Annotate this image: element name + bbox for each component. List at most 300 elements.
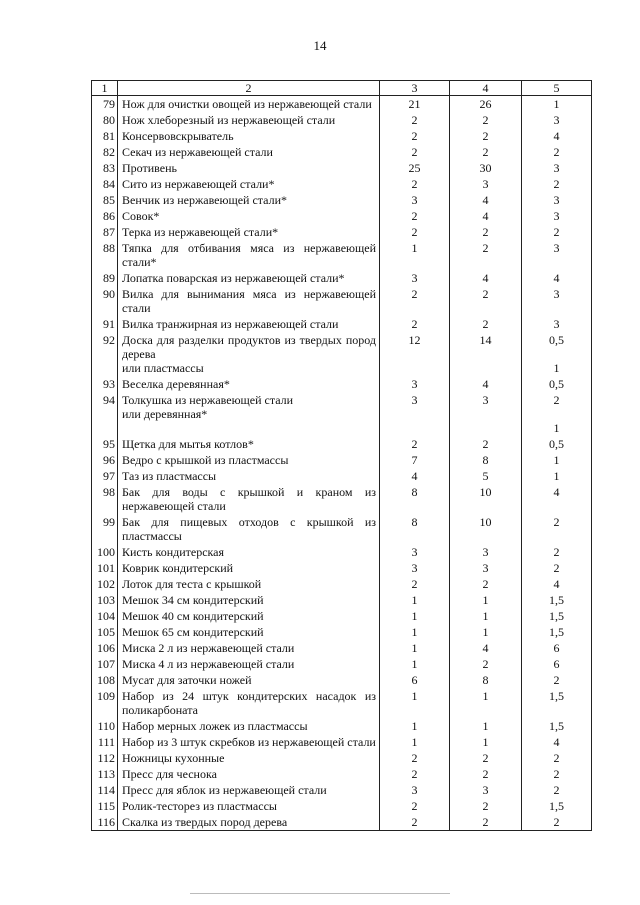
table-row xyxy=(92,718,592,734)
row-col3-value-text: 2 xyxy=(411,129,418,143)
row-number-text: 108 xyxy=(97,673,115,687)
row-name xyxy=(118,656,380,672)
row-number-text: 83 xyxy=(103,161,115,175)
row-col5-value-text: 1,5 xyxy=(549,625,564,639)
row-number xyxy=(92,750,118,766)
row-name-text: Нож хлеборезный из нержавеющей стали xyxy=(122,113,336,127)
row-col4-value-text: 2 xyxy=(482,815,489,829)
row-col5-value-text: 0,5 xyxy=(549,377,564,391)
row-name xyxy=(118,128,380,144)
row-name-text: Набор мерных ложек из пластмассы xyxy=(122,719,308,733)
row-col4-value xyxy=(450,192,522,208)
row-number xyxy=(92,766,118,782)
row-col3-value xyxy=(380,544,450,560)
row-col3-value xyxy=(380,224,450,240)
row-name xyxy=(118,270,380,286)
row-col4-value-text: 1 xyxy=(482,593,489,607)
row-col5-value-text: 3 xyxy=(553,193,560,207)
row-col5-value-text: 4 xyxy=(553,271,560,285)
header-col-4: 4 xyxy=(450,81,522,96)
row-col4-value-text: 2 xyxy=(482,751,489,765)
row-col4-value-text: 3 xyxy=(482,393,489,407)
row-col3-value-text: 2 xyxy=(411,287,418,301)
row-col3-value-text: 2 xyxy=(411,177,418,191)
row-name xyxy=(118,544,380,560)
row-col4-value xyxy=(450,814,522,831)
table-row xyxy=(92,392,592,436)
row-col4-value-text: 1 xyxy=(482,609,489,623)
row-name-text: Толкушка из нержавеющей стали xyxy=(122,393,294,407)
row-number-text: 81 xyxy=(103,129,115,143)
row-col3-value xyxy=(380,332,450,376)
row-number-text: 113 xyxy=(97,767,115,781)
table-row xyxy=(92,782,592,798)
row-col4-value xyxy=(450,112,522,128)
row-name xyxy=(118,176,380,192)
table-row xyxy=(92,514,592,544)
row-name xyxy=(118,484,380,514)
row-number xyxy=(92,734,118,750)
row-name xyxy=(118,576,380,592)
row-name-text: Ножницы кухонные xyxy=(122,751,225,765)
row-name-text: Веселка деревянная* xyxy=(122,377,230,391)
table-row xyxy=(92,750,592,766)
row-col3-value xyxy=(380,814,450,831)
row-name xyxy=(118,592,380,608)
row-col3-value-text: 1 xyxy=(411,735,418,749)
row-col3-value xyxy=(380,160,450,176)
row-number xyxy=(92,452,118,468)
row-name xyxy=(118,392,380,436)
row-col5-value-text: 4 xyxy=(553,735,560,749)
row-col4-value-text: 5 xyxy=(482,469,489,483)
row-col3-value-text: 1 xyxy=(411,641,418,655)
row-col3-value xyxy=(380,176,450,192)
row-col4-value-text: 8 xyxy=(482,673,489,687)
row-col4-value xyxy=(450,672,522,688)
table-row xyxy=(92,160,592,176)
row-name-text: Противень xyxy=(122,161,177,175)
row-col3-value xyxy=(380,688,450,718)
row-name-text: Тяпка для отбивания мяса из нержавеющей стали* xyxy=(122,241,376,269)
row-col5-value xyxy=(522,316,592,332)
row-col3-value xyxy=(380,560,450,576)
row-name-text: Набор из 24 штук кондитерских насадок из поликарбоната xyxy=(122,689,376,717)
row-name xyxy=(118,160,380,176)
row-col5-value-text: 1 xyxy=(553,97,560,111)
row-col3-value-text: 12 xyxy=(408,333,421,347)
row-number xyxy=(92,240,118,270)
row-col5-value xyxy=(522,112,592,128)
row-name-text: Коврик кондитерский xyxy=(122,561,234,575)
row-name-continuation: или пластмассы xyxy=(122,361,204,375)
row-col3-value xyxy=(380,112,450,128)
row-col4-value-text: 2 xyxy=(482,241,489,255)
row-number-text: 107 xyxy=(97,657,115,671)
row-col3-value-text: 7 xyxy=(411,453,418,467)
table-row xyxy=(92,270,592,286)
row-name-text: Лоток для теста с крышкой xyxy=(122,577,262,591)
row-col3-value-text: 1 xyxy=(411,689,418,703)
table-row xyxy=(92,484,592,514)
table-row xyxy=(92,798,592,814)
row-col5-value-text: 3 xyxy=(553,209,560,223)
spacer xyxy=(525,347,588,361)
row-number-text: 85 xyxy=(103,193,115,207)
row-col4-value xyxy=(450,576,522,592)
row-col5-value xyxy=(522,750,592,766)
row-number-text: 110 xyxy=(97,719,115,733)
row-number-text: 102 xyxy=(97,577,115,591)
row-col5-value-text: 2 xyxy=(553,393,560,407)
row-col3-value-text: 25 xyxy=(408,161,421,175)
row-number xyxy=(92,814,118,831)
row-col5-value xyxy=(522,672,592,688)
row-name xyxy=(118,782,380,798)
row-name-text: Бак для пищевых отходов с крышкой из пластмассы xyxy=(122,515,376,543)
row-col3-value xyxy=(380,734,450,750)
row-number xyxy=(92,316,118,332)
page-number: 14 xyxy=(313,38,327,53)
row-name xyxy=(118,766,380,782)
row-col5-value xyxy=(522,224,592,240)
row-col3-value xyxy=(380,608,450,624)
row-col5-value-text: 4 xyxy=(553,577,560,591)
row-name xyxy=(118,468,380,484)
row-name xyxy=(118,814,380,831)
row-col5-value xyxy=(522,468,592,484)
table-body xyxy=(92,96,592,831)
row-col5-value xyxy=(522,782,592,798)
row-col4-value xyxy=(450,332,522,376)
row-name-text: Таз из пластмассы xyxy=(122,469,217,483)
row-col5-value-text: 4 xyxy=(553,129,560,143)
row-col3-value-text: 2 xyxy=(411,209,418,223)
table-row xyxy=(92,286,592,316)
row-col3-value xyxy=(380,468,450,484)
row-name-text: Вилка для вынимания мяса из нержавеющей стали xyxy=(122,287,376,315)
table-row xyxy=(92,656,592,672)
row-col3-value xyxy=(380,376,450,392)
row-col4-value-text: 2 xyxy=(482,657,489,671)
row-col3-value-text: 21 xyxy=(408,97,421,111)
header-col-2: 2 xyxy=(118,81,380,96)
row-col5-value-text: 2 xyxy=(553,545,560,559)
row-number-text: 88 xyxy=(103,241,115,255)
row-col3-value-text: 8 xyxy=(411,485,418,499)
table-row xyxy=(92,576,592,592)
row-number xyxy=(92,436,118,452)
row-col4-value xyxy=(450,656,522,672)
row-name xyxy=(118,332,380,376)
row-col4-value-text: 26 xyxy=(479,97,492,111)
row-name-text: Ведро с крышкой из пластмассы xyxy=(122,453,289,467)
row-col3-value xyxy=(380,316,450,332)
row-number-text: 106 xyxy=(97,641,115,655)
table-row xyxy=(92,112,592,128)
row-col4-value-text: 3 xyxy=(482,561,489,575)
table-row xyxy=(92,624,592,640)
row-number xyxy=(92,468,118,484)
table-row xyxy=(92,688,592,718)
row-number xyxy=(92,782,118,798)
row-col5-value-text: 2 xyxy=(553,815,560,829)
row-col4-value-text: 2 xyxy=(482,437,489,451)
row-col3-value xyxy=(380,576,450,592)
row-col4-value-text: 2 xyxy=(482,577,489,591)
header-col-3: 3 xyxy=(380,81,450,96)
table-row xyxy=(92,436,592,452)
row-col5-value-text: 1,5 xyxy=(549,593,564,607)
row-name-text: Мешок 65 см кондитерский xyxy=(122,625,264,639)
row-name-text: Мусат для заточки ножей xyxy=(122,673,252,687)
row-col4-value-text: 2 xyxy=(482,113,489,127)
row-number xyxy=(92,224,118,240)
row-col5-value xyxy=(522,656,592,672)
row-number xyxy=(92,160,118,176)
table-row xyxy=(92,672,592,688)
row-col5-value xyxy=(522,608,592,624)
row-name xyxy=(118,96,380,113)
row-col3-value-text: 6 xyxy=(411,673,418,687)
row-name xyxy=(118,376,380,392)
row-col5-value xyxy=(522,624,592,640)
row-name xyxy=(118,514,380,544)
row-col5-value xyxy=(522,544,592,560)
row-col5-value-text: 1,5 xyxy=(549,689,564,703)
table-row xyxy=(92,128,592,144)
table-row xyxy=(92,592,592,608)
row-number-text: 98 xyxy=(103,485,115,499)
row-col3-value-text: 8 xyxy=(411,515,418,529)
row-number-text: 96 xyxy=(103,453,115,467)
row-col4-value xyxy=(450,560,522,576)
row-col4-value xyxy=(450,160,522,176)
row-number xyxy=(92,286,118,316)
row-name xyxy=(118,688,380,718)
row-col5-value xyxy=(522,160,592,176)
row-col3-value xyxy=(380,208,450,224)
row-number xyxy=(92,270,118,286)
row-name xyxy=(118,560,380,576)
row-col3-value xyxy=(380,656,450,672)
row-col4-value-text: 4 xyxy=(482,209,489,223)
row-col3-value xyxy=(380,750,450,766)
row-col5-value xyxy=(522,688,592,718)
row-col5-value-text: 2 xyxy=(553,767,560,781)
row-col5-value xyxy=(522,192,592,208)
row-col4-value xyxy=(450,608,522,624)
row-number-text: 80 xyxy=(103,113,115,127)
row-col4-value-text: 2 xyxy=(482,767,489,781)
row-col4-value xyxy=(450,766,522,782)
row-col5-value xyxy=(522,798,592,814)
row-name-text: Набор из 3 штук скребков из нержавеющей стали xyxy=(122,735,376,749)
row-col4-value xyxy=(450,240,522,270)
row-number xyxy=(92,656,118,672)
row-number-text: 101 xyxy=(97,561,115,575)
row-col5-value-text: 2 xyxy=(553,225,560,239)
row-col4-value-text: 2 xyxy=(482,145,489,159)
table-row xyxy=(92,734,592,750)
table-row xyxy=(92,544,592,560)
row-number-text: 104 xyxy=(97,609,115,623)
row-name-text: Нож для очистки овощей из нержавеющей стали xyxy=(122,97,372,111)
row-col5-alt-value: 1 xyxy=(553,421,560,435)
table-row xyxy=(92,814,592,831)
row-col4-value xyxy=(450,718,522,734)
row-col4-value-text: 2 xyxy=(482,317,489,331)
row-col5-value-text: 3 xyxy=(553,161,560,175)
row-name xyxy=(118,112,380,128)
row-col3-value-text: 3 xyxy=(411,545,418,559)
scan-edge-line xyxy=(190,893,450,894)
row-number-text: 97 xyxy=(103,469,115,483)
row-col5-value xyxy=(522,270,592,286)
row-name xyxy=(118,718,380,734)
row-col4-value-text: 2 xyxy=(482,799,489,813)
row-col5-value xyxy=(522,392,592,436)
row-col3-value xyxy=(380,640,450,656)
table-row xyxy=(92,144,592,160)
row-col5-value xyxy=(522,144,592,160)
row-col3-value xyxy=(380,766,450,782)
row-name-text: Скалка из твердых пород дерева xyxy=(122,815,288,829)
row-name-text: Мешок 34 см кондитерский xyxy=(122,593,264,607)
row-number-text: 86 xyxy=(103,209,115,223)
row-number xyxy=(92,128,118,144)
row-name-text: Сито из нержавеющей стали* xyxy=(122,177,275,191)
row-col3-value xyxy=(380,270,450,286)
row-number-text: 94 xyxy=(103,393,115,407)
row-col4-value-text: 2 xyxy=(482,287,489,301)
row-name xyxy=(118,624,380,640)
row-col3-value-text: 2 xyxy=(411,767,418,781)
row-col3-value-text: 2 xyxy=(411,799,418,813)
row-col3-value-text: 3 xyxy=(411,193,418,207)
row-name xyxy=(118,798,380,814)
row-name xyxy=(118,316,380,332)
row-name-text: Доска для разделки продуктов из твердых пород дерева xyxy=(122,333,376,361)
row-name xyxy=(118,608,380,624)
row-col3-value-text: 2 xyxy=(411,437,418,451)
row-number xyxy=(92,640,118,656)
row-col4-value-text: 4 xyxy=(482,271,489,285)
row-col4-value xyxy=(450,734,522,750)
row-col3-value-text: 1 xyxy=(411,625,418,639)
row-number xyxy=(92,484,118,514)
row-number-text: 109 xyxy=(97,689,115,703)
row-number-text: 79 xyxy=(103,97,115,111)
row-name-text: Щетка для мытья котлов* xyxy=(122,437,254,451)
row-name-text: Миска 4 л из нержавеющей стали xyxy=(122,657,295,671)
row-col4-value xyxy=(450,468,522,484)
row-col3-value-text: 2 xyxy=(411,577,418,591)
row-number-text: 82 xyxy=(103,145,115,159)
row-col3-value-text: 1 xyxy=(411,593,418,607)
row-col3-value xyxy=(380,592,450,608)
row-name-text: Лопатка поварская из нержавеющей стали* xyxy=(122,271,345,285)
row-col5-value-text: 2 xyxy=(553,783,560,797)
row-name xyxy=(118,640,380,656)
row-col3-value xyxy=(380,392,450,436)
header-col-5: 5 xyxy=(522,81,592,96)
table-row xyxy=(92,224,592,240)
row-name xyxy=(118,224,380,240)
row-number xyxy=(92,560,118,576)
row-number xyxy=(92,718,118,734)
row-col5-value xyxy=(522,514,592,544)
row-col3-value xyxy=(380,718,450,734)
row-col4-value-text: 8 xyxy=(482,453,489,467)
row-col4-value-text: 30 xyxy=(479,161,492,175)
row-col4-value-text: 3 xyxy=(482,783,489,797)
row-name xyxy=(118,192,380,208)
row-number-text: 116 xyxy=(97,815,115,829)
table-row xyxy=(92,332,592,376)
row-col5-value xyxy=(522,96,592,113)
table-row xyxy=(92,192,592,208)
row-col5-value xyxy=(522,734,592,750)
row-col5-value-text: 4 xyxy=(553,485,560,499)
row-col5-value-text: 1 xyxy=(553,469,560,483)
row-col5-alt-value: 1 xyxy=(553,361,560,375)
row-col4-value xyxy=(450,144,522,160)
row-col3-value-text: 3 xyxy=(411,377,418,391)
row-col5-value-text: 2 xyxy=(553,515,560,529)
table-row xyxy=(92,208,592,224)
row-number xyxy=(92,144,118,160)
row-col3-value xyxy=(380,144,450,160)
row-number-text: 103 xyxy=(97,593,115,607)
row-col4-value-text: 1 xyxy=(482,689,489,703)
row-col3-value-text: 2 xyxy=(411,225,418,239)
row-col5-value-text: 2 xyxy=(553,177,560,191)
row-name xyxy=(118,672,380,688)
row-number-text: 93 xyxy=(103,377,115,391)
row-col3-value-text: 4 xyxy=(411,469,418,483)
row-col4-value xyxy=(450,96,522,113)
row-name-text: Пресс для чеснока xyxy=(122,767,217,781)
row-col5-value xyxy=(522,484,592,514)
row-col4-value xyxy=(450,436,522,452)
row-col4-value xyxy=(450,316,522,332)
row-name xyxy=(118,436,380,452)
row-col4-value-text: 14 xyxy=(479,333,492,347)
row-col4-value xyxy=(450,392,522,436)
row-col5-value xyxy=(522,376,592,392)
row-name xyxy=(118,144,380,160)
row-name-text: Секач из нержавеющей стали xyxy=(122,145,273,159)
row-name xyxy=(118,452,380,468)
header-row xyxy=(92,81,592,96)
row-col5-value-text: 2 xyxy=(553,145,560,159)
row-col5-value xyxy=(522,766,592,782)
row-col4-value-text: 3 xyxy=(482,545,489,559)
row-col3-value xyxy=(380,782,450,798)
row-col3-value-text: 3 xyxy=(411,561,418,575)
row-col5-value-text: 1 xyxy=(553,453,560,467)
table-row xyxy=(92,468,592,484)
row-number-text: 105 xyxy=(97,625,115,639)
row-col4-value-text: 1 xyxy=(482,719,489,733)
row-col4-value-text: 4 xyxy=(482,377,489,391)
row-col5-value xyxy=(522,718,592,734)
row-number xyxy=(92,192,118,208)
row-number-text: 90 xyxy=(103,287,115,301)
table-row xyxy=(92,608,592,624)
row-col5-value-text: 1,5 xyxy=(549,719,564,733)
